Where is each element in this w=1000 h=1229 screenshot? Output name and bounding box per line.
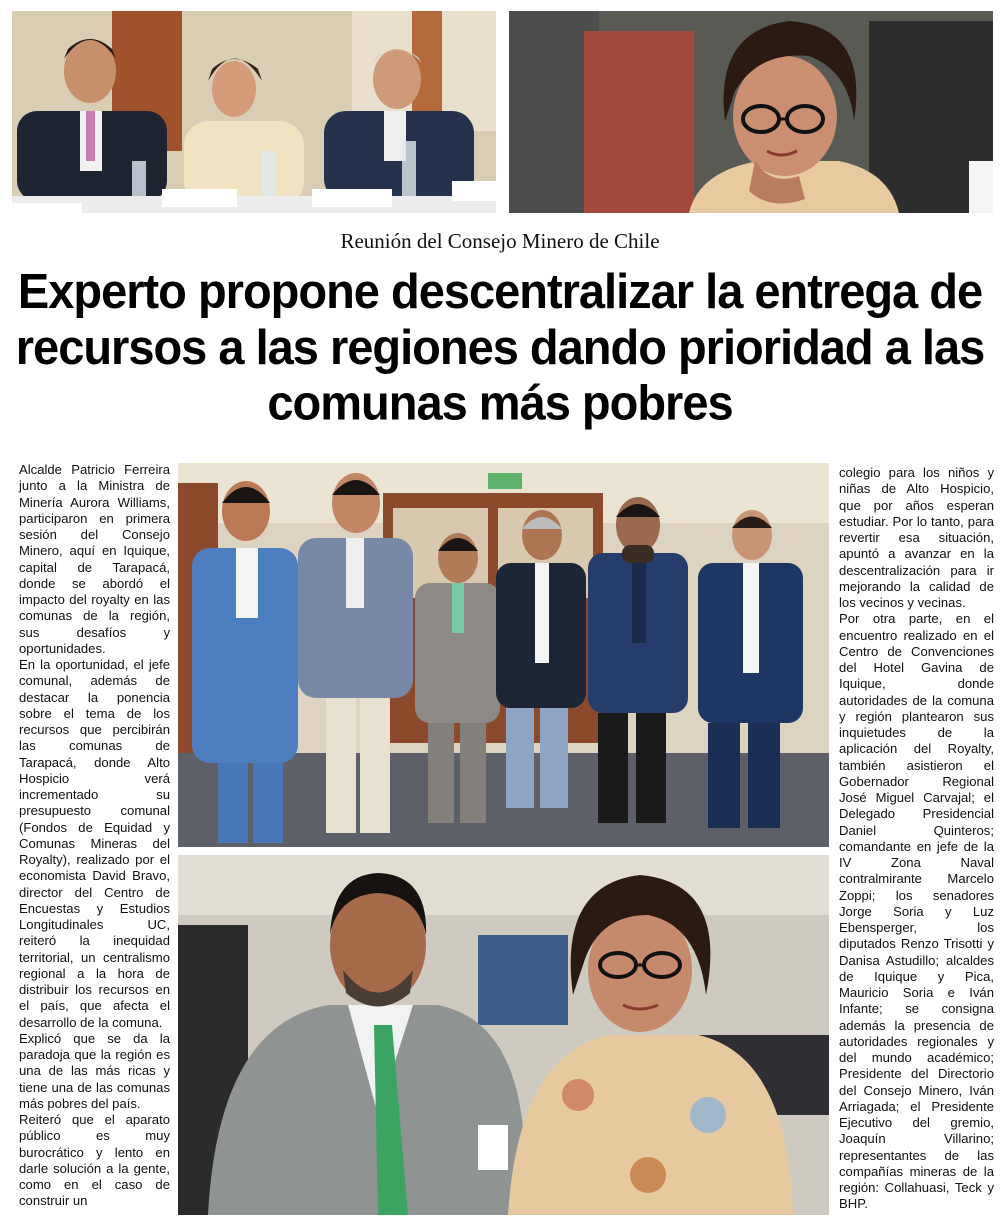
paragraph: Alcalde Patricio Ferreira junto a la Ministra de Minería Aurora Williams, participaron en primera sesión del Consejo Minero, aquí en Iquique, capital de Tarapacá, donde se abordó el impacto del royalty en las comunas de la región, sus desafíos y oportunidades. bbox=[19, 462, 170, 656]
article-headline: Experto propone descentralizar la entrega de recursos a las regiones dando prioridad a las comunas más pobres bbox=[15, 263, 985, 430]
photo-panel-table bbox=[12, 11, 496, 213]
photo-group-six bbox=[178, 463, 829, 847]
article-kicker: Reunión del Consejo Minero de Chile bbox=[340, 229, 660, 253]
photo-woman-closeup bbox=[509, 11, 993, 213]
paragraph: colegio para los niños y niñas de Alto Hospicio, que por años esperan estudiar. Por lo tanto, para revertir esa situación, apuntó a avanzar en la descentralización para ir mejorando la calidad de los vecinos y vecinas. bbox=[839, 465, 994, 610]
paragraph: Por otra parte, en el encuentro realizado en el Centro de Convenciones del Hotel Gavina de Iquique, donde autoridades de la comuna y región plantearon sus inquietudes de la aplicación del Royalty, también asistieron el Gobernador Regional José Miguel Carvajal; el Delegado Presidencial Daniel Quinteros; comandante en jefe de la IV Zona Naval contralmirante Marcelo Zoppi; los senadores Jorge Soria y Luz Ebensperger, los diputados Renzo Trisotti y Danisa Astudillo; alcaldes de Iquique y Pica, Mauricio Soria e Iván Infante; se consigna además la presencia de autoridades regionales y del mundo académico; Presidente del Directorio del Consejo Minero, Iván Arriagada; el Presidente Ejecutivo del gremio, Joaquín Villarino; representantes de las compañías mineras de la región: Collahuasi, Teck y BHP. bbox=[839, 611, 994, 1212]
article-left-column bbox=[19, 462, 170, 1210]
paragraph: Explicó que se da la paradoja que la región es una de las más ricas y tiene una de las comunas más pobres del país. bbox=[19, 1030, 170, 1111]
photo-man-woman bbox=[178, 855, 829, 1215]
paragraph: Reiteró que el aparato público es muy burocrático y lento en darle solución a la gente, como en el caso de construir un bbox=[19, 1112, 170, 1209]
paragraph: En la oportunidad, el jefe comunal, además de destacar la ponencia sobre el tema de los recursos que percibirán las comunas de Tarapacá, donde Alto Hospicio verá incrementado su presupuesto comunal (Fondos de Equidad y Comunas Mineras del Royalty), realizado por el economista David Bravo, director del Centro de Encuestas y Estudios Longitudinales UC, reiteró la inequidad territorial, un centralismo regional a la hora de distribuir los recursos en el país, que afecta el desarrollo de la comuna. bbox=[19, 657, 170, 1030]
article-right-column bbox=[839, 465, 994, 1213]
